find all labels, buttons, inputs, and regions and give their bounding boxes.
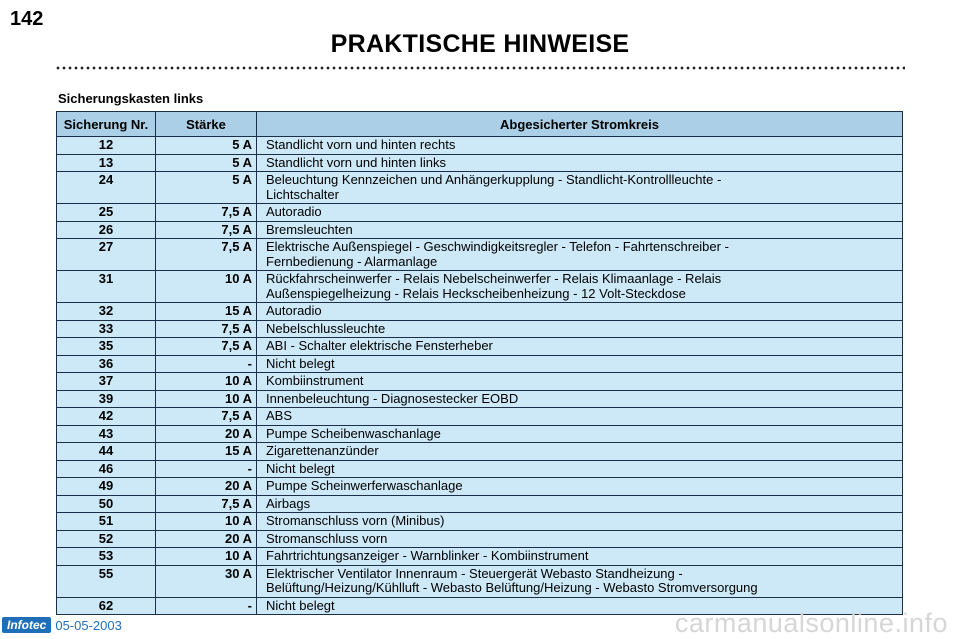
fuse-number-cell: 31 [57,271,156,303]
amperage-cell: 5 A [156,172,257,204]
table-row [57,221,903,239]
table-row [57,373,903,391]
amperage-cell: 15 A [156,443,257,461]
amperage-cell: - [156,355,257,373]
fuse-number-cell: 32 [57,303,156,321]
table-row [57,338,903,356]
amperage-cell: 7,5 A [156,495,257,513]
circuit-cell: Beleuchtung Kennzeichen und Anhängerkupplung - Standlicht-Kontrollleuchte - Lichtschalter [257,172,903,204]
table-row [57,478,903,496]
fuse-number-cell: 44 [57,443,156,461]
amperage-cell: 20 A [156,530,257,548]
circuit-cell: Stromanschluss vorn [257,530,903,548]
table-row [57,271,903,303]
table-row [57,172,903,204]
amperage-cell: 30 A [156,565,257,597]
circuit-cell: Elektrische Außenspiegel - Geschwindigkeitsregler - Telefon - Fahrtenschreiber - Fernbedienung - Alarmanlage [257,239,903,271]
fuse-number-cell: 51 [57,513,156,531]
dotted-divider [55,66,905,70]
fuse-number-cell: 46 [57,460,156,478]
header-amperage: Stärke [156,112,257,137]
fuse-number-cell: 25 [57,204,156,222]
amperage-cell: 7,5 A [156,239,257,271]
fuse-number-cell: 49 [57,478,156,496]
page-number: 142 [10,8,44,30]
table-row [57,320,903,338]
fuse-number-cell: 33 [57,320,156,338]
page-title: PRAKTISCHE HINWEISE [330,30,630,58]
circuit-cell: Nicht belegt [257,597,903,615]
table-row [57,548,903,566]
fuse-number-cell: 43 [57,425,156,443]
amperage-cell: - [156,597,257,615]
table-row [57,154,903,172]
amperage-cell: 7,5 A [156,204,257,222]
amperage-cell: 20 A [156,478,257,496]
circuit-cell: Elektrischer Ventilator Innenraum - Steuergerät Webasto Standheizung - Belüftung/Heizung/Kühlluft - Webasto Belüftung/Heizung - Webasto Stromversorgung [257,565,903,597]
amperage-cell: 5 A [156,154,257,172]
circuit-cell: Kombiinstrument [257,373,903,391]
amperage-cell: 10 A [156,513,257,531]
table-row [57,390,903,408]
table-row [57,425,903,443]
circuit-cell: Standlicht vorn und hinten links [257,154,903,172]
circuit-cell: Autoradio [257,204,903,222]
amperage-cell: 10 A [156,548,257,566]
fuse-number-cell: 27 [57,239,156,271]
circuit-cell: Bremsleuchten [257,221,903,239]
fuse-number-cell: 55 [57,565,156,597]
table-row [57,303,903,321]
table-row [57,460,903,478]
fuse-number-cell: 39 [57,390,156,408]
fuse-number-cell: 36 [57,355,156,373]
table-row [57,408,903,426]
amperage-cell: 10 A [156,373,257,391]
amperage-cell: 7,5 A [156,320,257,338]
circuit-cell: Innenbeleuchtung - Diagnosestecker EOBD [257,390,903,408]
fuse-number-cell: 62 [57,597,156,615]
amperage-cell: 5 A [156,137,257,155]
circuit-cell: Nicht belegt [257,355,903,373]
circuit-cell: Standlicht vorn und hinten rechts [257,137,903,155]
circuit-cell: Pumpe Scheibenwaschanlage [257,425,903,443]
amperage-cell: 15 A [156,303,257,321]
header-fuse-number: Sicherung Nr. [57,112,156,137]
table-row [57,204,903,222]
table-row [57,565,903,597]
amperage-cell: - [156,460,257,478]
amperage-cell: 7,5 A [156,221,257,239]
circuit-cell: Rückfahrscheinwerfer - Relais Nebelscheinwerfer - Relais Klimaanlage - Relais Außenspiegelheizung - Relais Heckscheibenheizung - 12 Volt-Steckdose [257,271,903,303]
fuse-table [56,111,903,615]
amperage-cell: 10 A [156,390,257,408]
fuse-number-cell: 26 [57,221,156,239]
circuit-cell: Zigarettenanzünder [257,443,903,461]
fuse-table-body [57,137,903,615]
amperage-cell: 7,5 A [156,408,257,426]
fuse-number-cell: 52 [57,530,156,548]
fuse-number-cell: 12 [57,137,156,155]
footer-date: 05-05-2003 [55,617,122,633]
circuit-cell: ABI - Schalter elektrische Fensterheber [257,338,903,356]
table-row [57,530,903,548]
section-title: Sicherungskasten links [58,91,204,106]
circuit-cell: Nicht belegt [257,460,903,478]
circuit-cell: Fahrtrichtungsanzeiger - Warnblinker - Kombiinstrument [257,548,903,566]
table-row [57,513,903,531]
table-row [57,137,903,155]
fuse-number-cell: 24 [57,172,156,204]
fuse-number-cell: 35 [57,338,156,356]
amperage-cell: 7,5 A [156,338,257,356]
infotec-logo: Infotec [2,617,51,633]
table-row [57,239,903,271]
table-row [57,443,903,461]
fuse-number-cell: 53 [57,548,156,566]
watermark: carmanualsonline.info [674,608,948,638]
circuit-cell: Stromanschluss vorn (Minibus) [257,513,903,531]
table-row [57,495,903,513]
circuit-cell: ABS [257,408,903,426]
table-row [57,355,903,373]
fuse-number-cell: 37 [57,373,156,391]
fuse-number-cell: 13 [57,154,156,172]
fuse-number-cell: 50 [57,495,156,513]
amperage-cell: 10 A [156,271,257,303]
footer [2,616,122,634]
circuit-cell: Nebelschlussleuchte [257,320,903,338]
circuit-cell: Airbags [257,495,903,513]
fuse-number-cell: 42 [57,408,156,426]
table-header-row [57,112,903,137]
circuit-cell: Pumpe Scheinwerferwaschanlage [257,478,903,496]
circuit-cell: Autoradio [257,303,903,321]
header-circuit: Abgesicherter Stromkreis [257,112,903,137]
amperage-cell: 20 A [156,425,257,443]
